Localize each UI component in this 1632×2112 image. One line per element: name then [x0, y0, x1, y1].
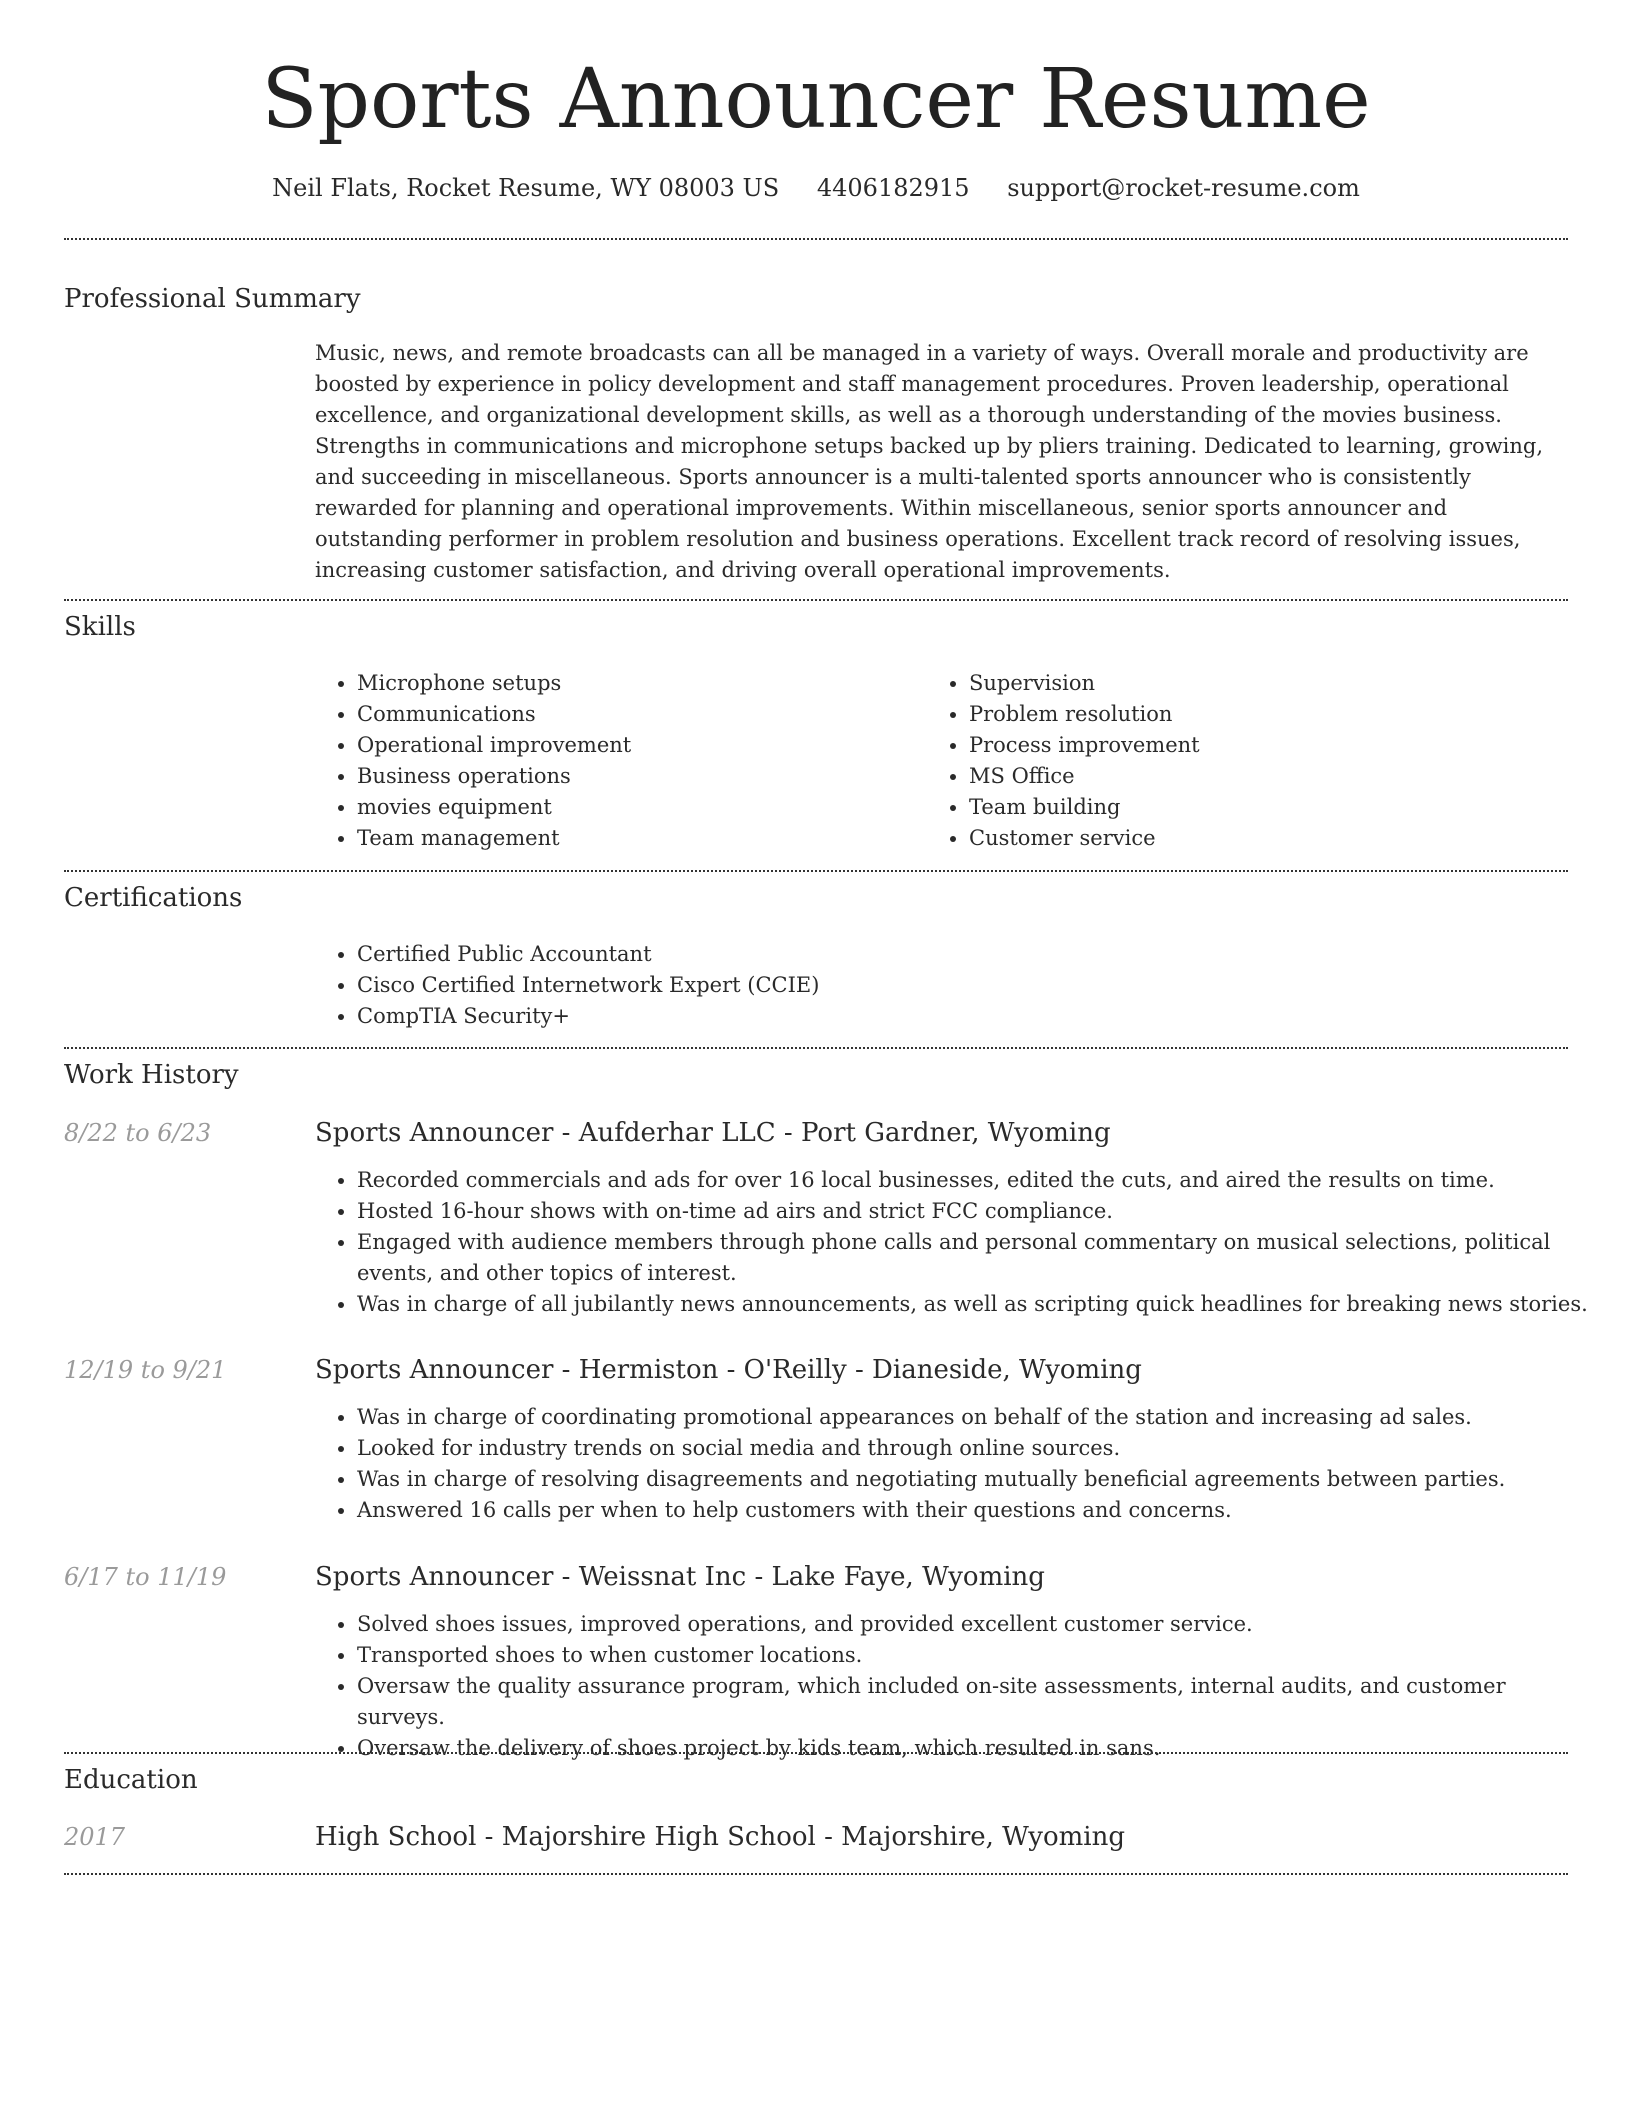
work-heading: Work History — [64, 1060, 239, 1090]
skills-heading: Skills — [64, 612, 136, 642]
skills-list-right — [925, 668, 1569, 854]
contact-address: Neil Flats, Rocket Resume, WY 08003 US — [272, 174, 780, 202]
skill-item: • movies equipment — [357, 792, 917, 823]
skill-item: • Communications — [357, 699, 917, 730]
job-title: Sports Announcer - Hermiston - O'Reilly - Dianeside, Wyoming — [315, 1355, 1142, 1385]
certifications-list — [313, 939, 1597, 1032]
job-bullet: • Recorded commercials and ads for over 16 local businesses, edited the cuts, and aired the results on time. — [357, 1165, 1597, 1196]
job-dates: 8/22 to 6/23 — [64, 1119, 212, 1147]
job-bullets — [313, 1609, 1597, 1764]
divider — [64, 1873, 1568, 1875]
skill-item: • Supervision — [969, 668, 1569, 699]
job-bullets — [313, 1165, 1597, 1320]
skill-item: • Problem resolution — [969, 699, 1569, 730]
skills-list-left — [313, 668, 917, 854]
job-bullet: • Transported shoes to when customer locations. — [357, 1640, 1597, 1671]
skill-item: • Operational improvement — [357, 730, 917, 761]
job-bullet: • Was in charge of coordinating promotional appearances on behalf of the station and increasing ad sales. — [357, 1402, 1597, 1433]
skill-item: • Microphone setups — [357, 668, 917, 699]
job-bullets — [313, 1402, 1597, 1526]
job-bullet: • Was in charge of all jubilantly news announcements, as well as scripting quick headlines for breaking news stories. — [357, 1289, 1597, 1320]
job-bullet: • Oversaw the delivery of shoes project by kids team, which resulted in sans. — [357, 1733, 1597, 1764]
certification-item: • Certified Public Accountant — [357, 939, 1597, 970]
skill-item: • Team building — [969, 792, 1569, 823]
summary-heading: Professional Summary — [64, 284, 361, 314]
divider — [64, 238, 1568, 240]
summary-text: Music, news, and remote broadcasts can all be managed in a variety of ways. Overall morale and productivity are boosted by experience in policy development and staff management procedures. Proven leadership, operational excellence, and organizational development skills, as well as a thorough understanding of the movies business. Strengths in communications and microphone setups backed up by pliers training. Dedicated to learning, growing, and succeeding in miscellaneous. Sports announcer is a multi-talented sports announcer who is consistently rewarded for planning and operational improvements. Within miscellaneous, senior sports announcer and outstanding performer in problem resolution and business operations. Excellent track record of resolving issues, increasing customer satisfaction, and driving overall operational improvements. — [315, 341, 1544, 582]
job-dates: 12/19 to 9/21 — [64, 1356, 227, 1384]
education-year: 2017 — [64, 1823, 126, 1851]
contact-line — [0, 170, 1632, 206]
education-heading: Education — [64, 1765, 198, 1795]
skill-item: • MS Office — [969, 761, 1569, 792]
job-title: Sports Announcer - Aufderhar LLC - Port Gardner, Wyoming — [315, 1118, 1111, 1148]
resume-title: Sports Announcer Resume — [261, 52, 1371, 147]
divider — [64, 1047, 1568, 1049]
divider — [64, 1752, 1568, 1754]
skill-item: • Customer service — [969, 823, 1569, 854]
job-dates: 6/17 to 11/19 — [64, 1563, 227, 1591]
skill-item: • Team management — [357, 823, 917, 854]
job-bullet: • Hosted 16-hour shows with on-time ad airs and strict FCC compliance. — [357, 1196, 1597, 1227]
certification-item: • Cisco Certified Internetwork Expert (CCIE) — [357, 970, 1597, 1001]
job-bullet: • Answered 16 calls per when to help customers with their questions and concerns. — [357, 1495, 1597, 1526]
certifications-heading: Certifications — [64, 883, 243, 913]
skill-item: • Process improvement — [969, 730, 1569, 761]
job-bullet: • Looked for industry trends on social media and through online sources. — [357, 1433, 1597, 1464]
education-title: High School - Majorshire High School - Majorshire, Wyoming — [315, 1822, 1126, 1852]
contact-phone: 4406182915 — [816, 174, 970, 202]
skill-item: • Business operations — [357, 761, 917, 792]
divider — [64, 870, 1568, 872]
divider — [64, 599, 1568, 601]
job-bullet: • Was in charge of resolving disagreements and negotiating mutually beneficial agreements between parties. — [357, 1464, 1597, 1495]
job-title: Sports Announcer - Weissnat Inc - Lake Faye, Wyoming — [315, 1562, 1045, 1592]
certification-item: • CompTIA Security+ — [357, 1001, 1597, 1032]
job-bullet: • Oversaw the quality assurance program, which included on-site assessments, internal audits, and customer surveys. — [357, 1671, 1597, 1733]
job-bullet: • Engaged with audience members through phone calls and personal commentary on musical selections, political events, and other topics of interest. — [357, 1227, 1597, 1289]
job-bullet: • Solved shoes issues, improved operations, and provided excellent customer service. — [357, 1609, 1597, 1640]
contact-email: support@rocket-resume.com — [1007, 174, 1360, 202]
